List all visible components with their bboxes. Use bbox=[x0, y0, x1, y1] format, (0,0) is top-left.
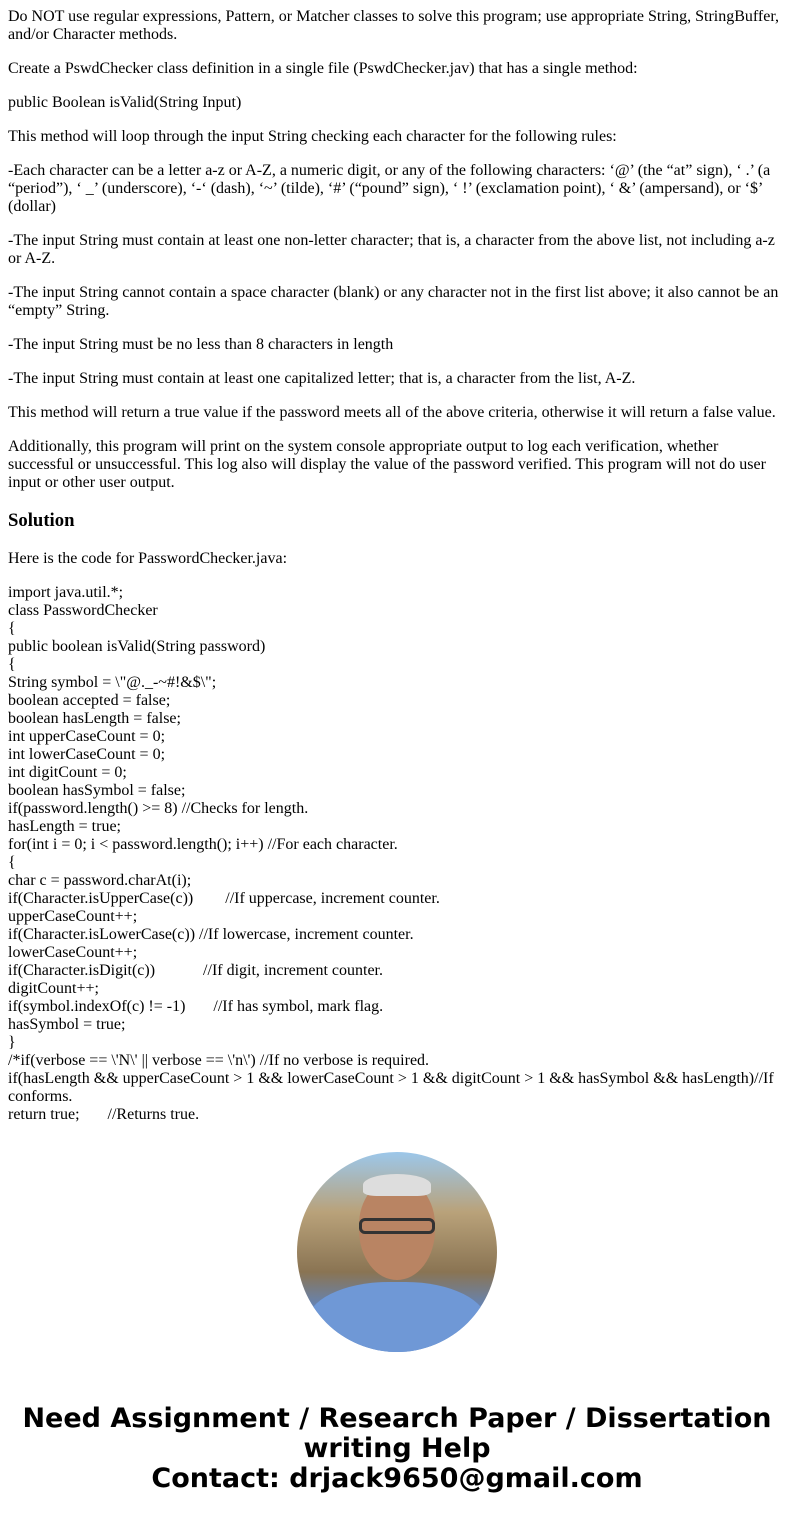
code-line: } bbox=[8, 1034, 16, 1051]
code-line: { bbox=[8, 656, 16, 673]
code-block bbox=[8, 584, 786, 1124]
document bbox=[0, 8, 794, 1124]
code-line: String symbol = \"@._-~#!&$\"; bbox=[8, 674, 217, 691]
code-line: boolean hasSymbol = false; bbox=[8, 782, 186, 799]
code-line: lowerCaseCount++; bbox=[8, 944, 138, 961]
code-line: digitCount++; bbox=[8, 980, 99, 997]
code-line: char c = password.charAt(i); bbox=[8, 872, 192, 889]
code-line: import java.util.*; bbox=[8, 584, 124, 601]
code-line: boolean hasLength = false; bbox=[8, 710, 181, 727]
contact-email: Contact: drjack9650@gmail.com bbox=[151, 1463, 643, 1494]
code-line: boolean accepted = false; bbox=[8, 692, 171, 709]
question-paragraph: Do NOT use regular expressions, Pattern, or Matcher classes to solve this program; use appropriate String, StringBuffer, and/or Character methods. bbox=[8, 8, 780, 43]
question-text bbox=[8, 8, 786, 492]
code-line: if(symbol.indexOf(c) != -1) //If has symbol, mark flag. bbox=[8, 998, 384, 1015]
author-photo bbox=[297, 1152, 497, 1352]
code-line: { bbox=[8, 620, 16, 637]
code-line: class PasswordChecker bbox=[8, 602, 158, 619]
code-line: int lowerCaseCount = 0; bbox=[8, 746, 166, 763]
contact-banner bbox=[0, 1404, 794, 1494]
code-line: for(int i = 0; i < password.length(); i++) //For each character. bbox=[8, 836, 398, 853]
question-paragraph: This method will loop through the input String checking each character for the following rules: bbox=[8, 128, 617, 145]
question-paragraph: public Boolean isValid(String Input) bbox=[8, 94, 242, 111]
code-line: if(password.length() >= 8) //Checks for length. bbox=[8, 800, 309, 817]
solution-intro: Here is the code for PasswordChecker.java: bbox=[8, 550, 288, 567]
question-paragraph: -The input String must be no less than 8 characters in length bbox=[8, 336, 394, 353]
code-line: { bbox=[8, 854, 16, 871]
code-line: hasLength = true; bbox=[8, 818, 121, 835]
code-line: if(hasLength && upperCaseCount > 1 && lowerCaseCount > 1 && digitCount > 1 && hasSymbol && hasLength)//If conforms. bbox=[8, 1070, 778, 1105]
question-paragraph: -The input String must contain at least one non-letter character; that is, a character from the above list, not including a-z or A-Z. bbox=[8, 232, 775, 267]
code-line: upperCaseCount++; bbox=[8, 908, 138, 925]
question-paragraph: Additionally, this program will print on the system console appropriate output to log each verification, whether successful or unsuccessful. This log also will display the value of the password verified. This program will not do user input or other user output. bbox=[8, 438, 766, 491]
code-line: if(Character.isDigit(c)) //If digit, increment counter. bbox=[8, 962, 383, 979]
question-paragraph: -The input String must contain at least one capitalized letter; that is, a character from the list, A-Z. bbox=[8, 370, 636, 387]
code-line: /*if(verbose == \'N\' || verbose == \'n\') //If no verbose is required. bbox=[8, 1052, 430, 1069]
help-text: Need Assignment / Research Paper / Dissertation writing Help bbox=[22, 1403, 772, 1464]
solution-heading: Solution bbox=[8, 510, 75, 531]
code-line: int digitCount = 0; bbox=[8, 764, 127, 781]
question-paragraph: Create a PswdChecker class definition in a single file (PswdChecker.jav) that has a single method: bbox=[8, 60, 638, 77]
question-paragraph: -Each character can be a letter a-z or A-Z, a numeric digit, or any of the following characters: ‘@’ (the “at” sign), ‘ .’ (a “period”), ‘ _’ (underscore), ‘-‘ (dash), ‘~’ (tilde), ‘#’ (“pound” sign), ‘ !’ (exclamation point), ‘ &’ (ampersand), or ‘$’ (dollar) bbox=[8, 162, 771, 215]
code-line: return true; //Returns true. bbox=[8, 1106, 200, 1123]
code-line: int upperCaseCount = 0; bbox=[8, 728, 166, 745]
glasses-icon bbox=[359, 1218, 435, 1234]
code-line: public boolean isValid(String password) bbox=[8, 638, 266, 655]
question-paragraph: This method will return a true value if the password meets all of the above criteria, otherwise it will return a false value. bbox=[8, 404, 776, 421]
code-line: if(Character.isLowerCase(c)) //If lowercase, increment counter. bbox=[8, 926, 414, 943]
code-line: hasSymbol = true; bbox=[8, 1016, 126, 1033]
code-line: if(Character.isUpperCase(c)) //If uppercase, increment counter. bbox=[8, 890, 440, 907]
question-paragraph: -The input String cannot contain a space character (blank) or any character not in the first list above; it also cannot be an “empty” String. bbox=[8, 284, 779, 319]
